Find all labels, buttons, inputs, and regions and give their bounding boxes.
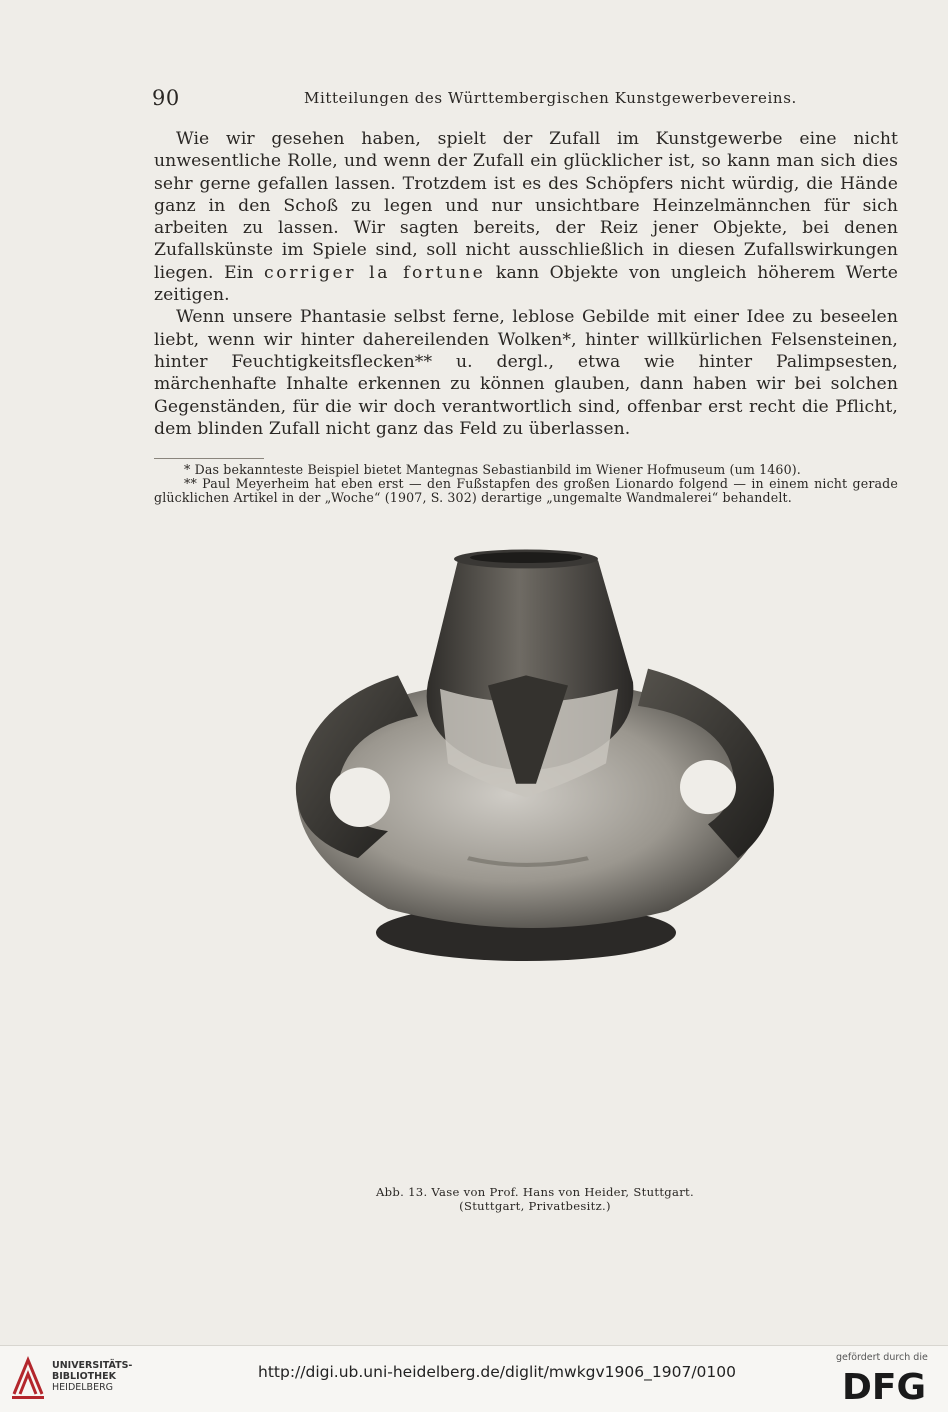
vase-photograph xyxy=(268,540,788,980)
permalink-url[interactable]: http://digi.ub.uni-heidelberg.de/diglit/mwkgv1906_1907/0100 xyxy=(258,1363,736,1381)
body-text xyxy=(154,128,898,440)
dfg-logo-text: DFG xyxy=(842,1368,927,1402)
library-line-3: HEIDELBERG xyxy=(52,1382,114,1393)
viewer-footer xyxy=(0,1345,948,1412)
caption-line-2: (Stuttgart, Privatbesitz.) xyxy=(459,1198,611,1213)
footnote-1 xyxy=(154,463,898,477)
footnote-1-text: * Das bekannteste Beispiel bietet Mantegnas Sebastianbild im Wiener Hofmuseum (um 1460). xyxy=(184,462,801,477)
paragraph-1-text-b: kann Objekte von ungleich höherem Werte zeitigen. xyxy=(154,262,898,306)
paragraph-2 xyxy=(154,306,898,440)
footnotes xyxy=(154,463,898,506)
library-name xyxy=(52,1360,132,1393)
university-library-logo[interactable] xyxy=(10,1354,46,1402)
library-line-1: UNIVERSITÄTS- xyxy=(52,1360,133,1371)
paragraph-1-spaced-phrase: corriger la fortune xyxy=(264,262,486,283)
paragraph-1-text-a: Wie wir gesehen haben, spielt der Zufall im Kunstgewerbe eine nicht unwesentliche Rolle, und wenn der Zufall ein glücklicher ist, so kann man sich dies sehr gerne gefallen lassen. Trotzdem ist es des Schöpfers nicht würdig, die Hände ganz in den Schoß zu legen und nur unsichtbare Heinzelmännchen für sich arbeiten zu lassen. Wir sagten bereits, der Reiz jener Objekte, bei denen Zufallskünste im Spiele sind, soll nicht ausschließlich in diesen Zufallswirkungen liegen. Ein xyxy=(154,129,898,283)
running-head: Mitteilungen des Württembergischen Kunstgewerbevereins. xyxy=(304,89,797,107)
footnote-rule xyxy=(154,458,264,459)
page-number: 90 xyxy=(152,86,180,110)
dfg-logo[interactable] xyxy=(842,1368,936,1402)
footnote-2-text: ** Paul Meyerheim hat eben erst — den Fußstapfen des großen Lionardo folgend — in einem nicht gerade glücklichen Artikel in der „Woche“ (1907, S. 302) derartige „ungemalte Wandmalerei“ behandelt. xyxy=(154,476,898,506)
paragraph-2-text: Wenn unsere Phantasie selbst ferne, leblose Gebilde mit einer Idee zu beseelen liebt, wenn wir hinter dahereilenden Wolken*, hinter willkürlichen Felsensteinen, hinter Feuchtigkeitsflecken** u. dergl., etwa wie hinter Palimpsesten, märchenhafte Inhalte erkennen zu können glauben, dann haben wir bei solchen Gegenständen, für die wir doch verantwortlich sind, offenbar erst recht die Pflicht, dem blinden Zufall nicht ganz das Feld zu überlassen. xyxy=(154,307,898,439)
library-line-2: BIBLIOTHEK xyxy=(52,1371,116,1382)
paragraph-1 xyxy=(154,128,898,306)
figure-caption xyxy=(300,1186,770,1213)
footnote-2 xyxy=(154,477,898,505)
caption-line-1: Abb. 13. Vase von Prof. Hans von Heider, Stuttgart. xyxy=(376,1185,694,1199)
funded-by-label: gefördert durch die xyxy=(836,1352,928,1363)
